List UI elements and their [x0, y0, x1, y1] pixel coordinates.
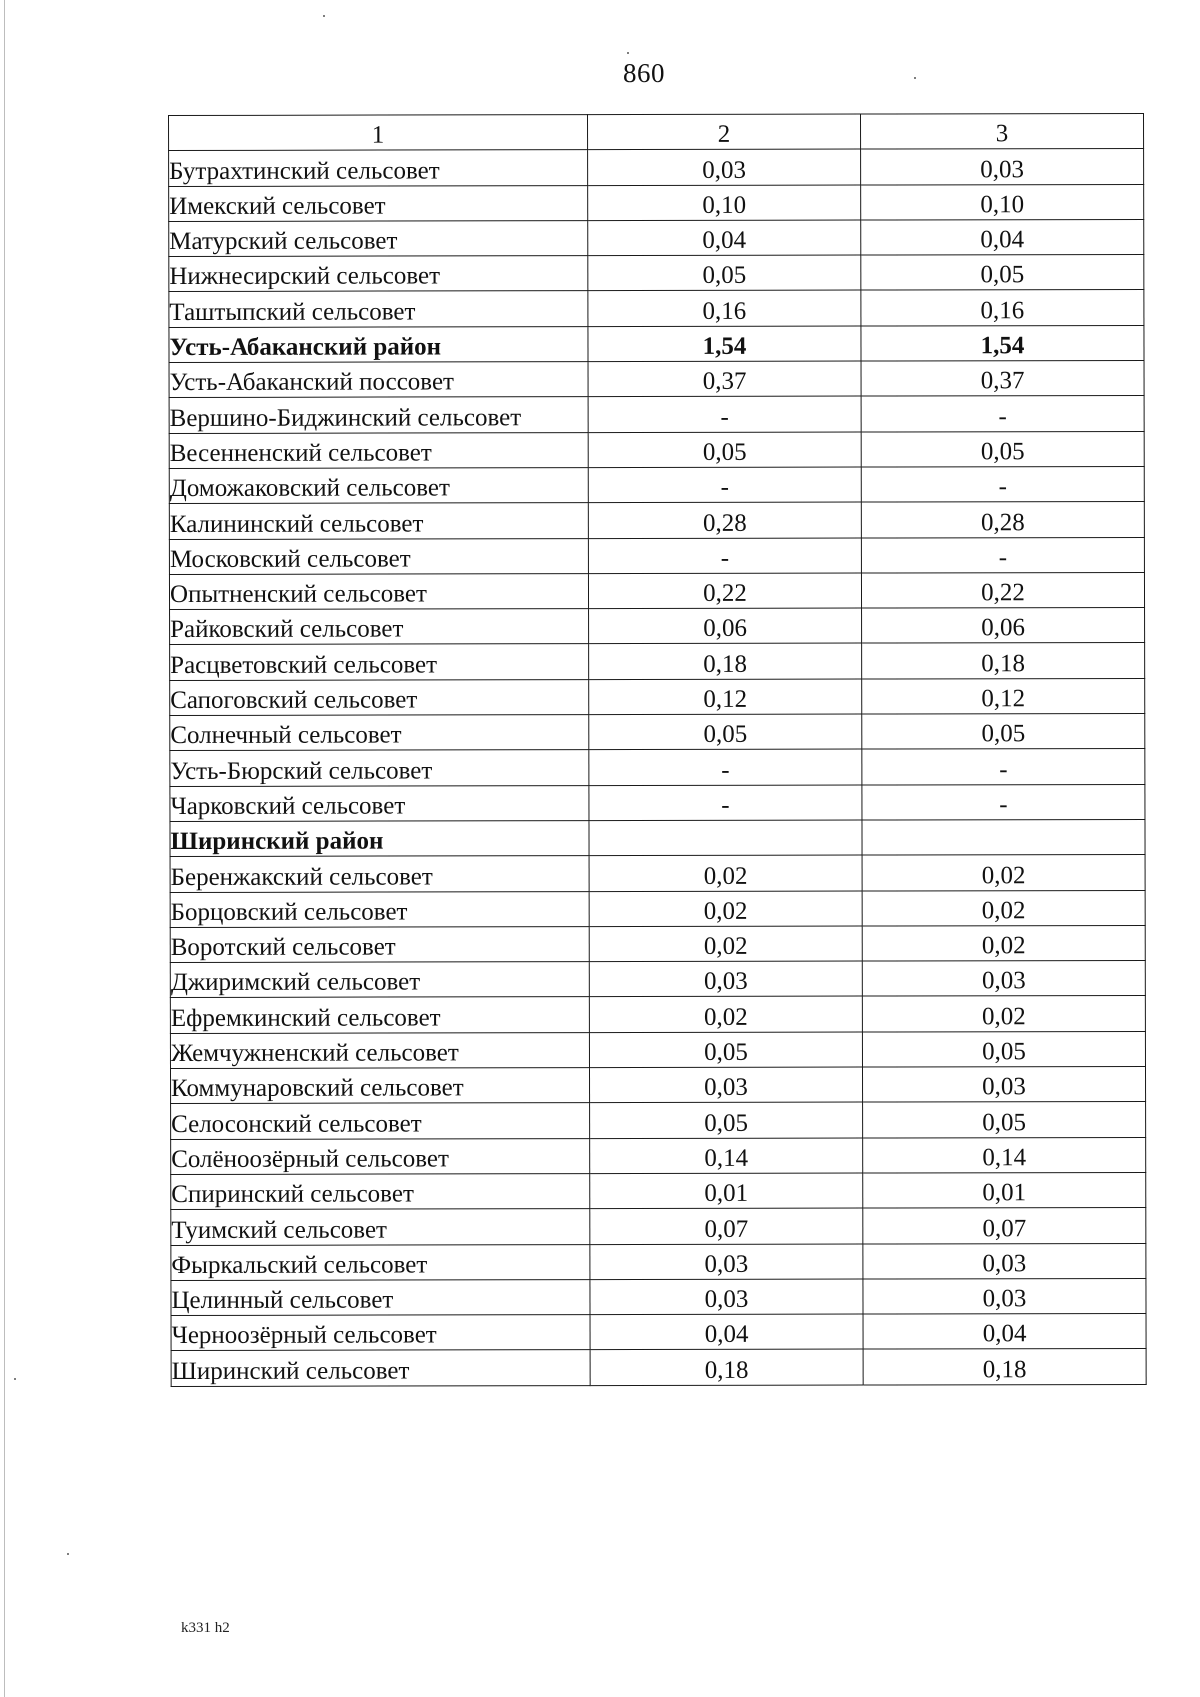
- value-cell-col3: [862, 819, 1145, 855]
- value-cell-col2: 0,04: [590, 1314, 863, 1350]
- settlement-name-cell: Воротский сельсовет: [170, 926, 589, 962]
- settlement-name-cell: Расцветовский сельсовет: [170, 644, 589, 680]
- settlement-name-cell: Фыркальский сельсовет: [171, 1244, 590, 1280]
- settlement-name-cell: Целинный сельсовет: [171, 1279, 590, 1315]
- table-row: [169, 255, 1144, 292]
- table-row: [169, 290, 1144, 327]
- settlement-name-cell: Туимский сельсовет: [171, 1209, 590, 1245]
- value-cell-col3: 0,05: [861, 255, 1144, 291]
- table-row: [171, 1102, 1146, 1139]
- table-row: [171, 1278, 1146, 1315]
- table-body: [169, 113, 1147, 1386]
- value-cell-col3: 0,37: [861, 361, 1144, 397]
- value-cell-col2: 0,05: [588, 255, 861, 291]
- value-cell-col3: 0,18: [863, 1349, 1146, 1385]
- table-row: [170, 749, 1145, 786]
- value-cell-col3: 0,02: [862, 925, 1145, 961]
- value-cell-col2: 0,16: [588, 291, 861, 327]
- table-row: [169, 361, 1144, 398]
- table-row: [170, 855, 1145, 892]
- table-row: [170, 1066, 1145, 1103]
- value-cell-col2: 0,10: [588, 185, 861, 221]
- value-cell-col2: 0,12: [589, 679, 862, 715]
- table-row: [169, 572, 1144, 609]
- settlement-name-cell: Ширинский сельсовет: [171, 1350, 590, 1386]
- table-row: [171, 1208, 1146, 1245]
- settlement-name-cell: Солнечный сельсовет: [170, 715, 589, 751]
- value-cell-col2: 0,03: [589, 961, 862, 997]
- page-number: 860: [623, 58, 665, 88]
- value-cell-col3: 0,03: [862, 1066, 1145, 1102]
- settlement-name-cell: Имекский сельсовет: [169, 185, 588, 221]
- table-row: [169, 184, 1144, 221]
- value-cell-col3: 0,03: [863, 1243, 1146, 1279]
- settlement-name-cell: Черноозёрный сельсовет: [171, 1315, 590, 1351]
- table-row: [170, 961, 1145, 998]
- settlement-name-cell: Райковский сельсовет: [170, 609, 589, 645]
- value-cell-col3: -: [862, 749, 1145, 785]
- table-header-row: [169, 113, 1144, 150]
- settlement-name-cell: Ефремкинский сельсовет: [170, 997, 589, 1033]
- value-cell-col3: 0,07: [863, 1208, 1146, 1244]
- table-row: [170, 608, 1145, 645]
- value-cell-col2: -: [588, 396, 861, 432]
- settlement-name-cell: Калининский сельсовет: [169, 503, 588, 539]
- value-cell-col2: 0,03: [590, 1244, 863, 1280]
- settlement-name-cell: Доможаковский сельсовет: [169, 468, 588, 504]
- settlement-name-cell: Усть-Бюрский сельсовет: [170, 750, 589, 786]
- column-header: 1: [169, 115, 588, 151]
- scan-speck: [323, 15, 325, 17]
- value-cell-col3: 0,05: [863, 1102, 1146, 1138]
- value-cell-col3: 0,22: [861, 572, 1144, 608]
- value-cell-col2: 0,05: [589, 714, 862, 750]
- settlement-name-cell: Ширинский район: [170, 821, 589, 857]
- value-cell-col2: 0,02: [589, 891, 862, 927]
- settlement-name-cell: Чарковский сельсовет: [170, 785, 589, 821]
- table-row: [169, 219, 1144, 256]
- settlement-name-cell: Солёноозёрный сельсовет: [171, 1138, 590, 1174]
- settlement-name-cell: Таштыпский сельсовет: [169, 291, 588, 327]
- value-cell-col2: 0,05: [589, 1032, 862, 1068]
- settlement-name-cell: Коммунаровский сельсовет: [170, 1068, 589, 1104]
- value-cell-col3: 0,05: [861, 431, 1144, 467]
- data-table: [168, 113, 1147, 1387]
- value-cell-col3: 1,54: [861, 325, 1144, 361]
- value-cell-col2: 0,02: [589, 926, 862, 962]
- value-cell-col2: 1,54: [588, 326, 861, 362]
- settlement-name-cell: Усть-Абаканский район: [169, 326, 588, 362]
- value-cell-col2: 0,22: [588, 573, 861, 609]
- table-row: [170, 1031, 1145, 1068]
- value-cell-col3: -: [861, 537, 1144, 573]
- value-cell-col2: 0,03: [588, 149, 861, 185]
- table-row: [169, 431, 1144, 468]
- value-cell-col3: -: [861, 396, 1144, 432]
- settlement-name-cell: Беренжакский сельсовет: [170, 856, 589, 892]
- value-cell-col3: 0,04: [861, 219, 1144, 255]
- settlement-name-cell: Нижнесирский сельсовет: [169, 256, 588, 292]
- value-cell-col3: 0,02: [862, 996, 1145, 1032]
- value-cell-col3: -: [861, 466, 1144, 502]
- scan-edge-line: [4, 0, 5, 1697]
- table-row: [170, 714, 1145, 751]
- value-cell-col3: 0,05: [862, 1031, 1145, 1067]
- value-cell-col2: 0,05: [590, 1102, 863, 1138]
- value-cell-col2: -: [589, 785, 862, 821]
- table-row: [171, 1172, 1146, 1209]
- value-cell-col3: 0,03: [862, 961, 1145, 997]
- table-row: [170, 678, 1145, 715]
- value-cell-col3: 0,02: [862, 855, 1145, 891]
- table-row: [171, 1314, 1146, 1351]
- value-cell-col3: 0,01: [863, 1172, 1146, 1208]
- table-row: [170, 925, 1145, 962]
- value-cell-col3: 0,04: [863, 1314, 1146, 1350]
- value-cell-col3: 0,10: [861, 184, 1144, 220]
- value-cell-col2: 0,18: [589, 644, 862, 680]
- settlement-name-cell: Сапоговский сельсовет: [170, 679, 589, 715]
- column-header: 2: [588, 114, 861, 150]
- table-row: [170, 784, 1145, 821]
- value-cell-col3: 0,03: [861, 149, 1144, 185]
- value-cell-col3: 0,14: [863, 1137, 1146, 1173]
- value-cell-col2: 0,01: [590, 1173, 863, 1209]
- scan-speck: [627, 52, 629, 54]
- settlement-name-cell: Вершино-Биджинский сельсовет: [169, 397, 588, 433]
- value-cell-col3: 0,06: [862, 608, 1145, 644]
- settlement-name-cell: Джиримский сельсовет: [170, 962, 589, 998]
- value-cell-col3: 0,28: [861, 502, 1144, 538]
- value-cell-col2: 0,18: [590, 1349, 863, 1385]
- value-cell-col2: 0,28: [588, 502, 861, 538]
- value-cell-col2: 0,07: [590, 1208, 863, 1244]
- value-cell-col2: [589, 820, 862, 856]
- value-cell-col3: 0,05: [862, 714, 1145, 750]
- value-cell-col3: 0,03: [863, 1278, 1146, 1314]
- value-cell-col2: 0,14: [590, 1138, 863, 1174]
- value-cell-col3: 0,02: [862, 890, 1145, 926]
- value-cell-col2: 0,03: [589, 1067, 862, 1103]
- table-row-district: [169, 325, 1144, 362]
- scan-speck: [914, 77, 916, 79]
- settlement-name-cell: Весенненский сельсовет: [169, 432, 588, 468]
- value-cell-col2: 0,02: [589, 855, 862, 891]
- footer-code: k331 h2: [181, 1620, 230, 1636]
- value-cell-col3: -: [862, 784, 1145, 820]
- value-cell-col2: 0,05: [588, 432, 861, 468]
- value-cell-col2: 0,06: [589, 608, 862, 644]
- table-row: [169, 466, 1144, 503]
- value-cell-col3: 0,18: [862, 643, 1145, 679]
- scan-speck: [14, 1378, 16, 1380]
- value-cell-col2: 0,37: [588, 361, 861, 397]
- settlement-name-cell: Матурский сельсовет: [169, 221, 588, 257]
- value-cell-col3: 0,12: [862, 678, 1145, 714]
- table-row: [169, 537, 1144, 574]
- settlement-name-cell: Жемчужненский сельсовет: [170, 1032, 589, 1068]
- settlement-name-cell: Московский сельсовет: [169, 538, 588, 574]
- table-row: [170, 996, 1145, 1033]
- table-row: [169, 502, 1144, 539]
- table-row-district: [170, 819, 1145, 856]
- table-row: [169, 396, 1144, 433]
- settlement-name-cell: Борцовский сельсовет: [170, 891, 589, 927]
- settlement-name-cell: Усть-Абаканский поссовет: [169, 362, 588, 398]
- value-cell-col2: -: [589, 749, 862, 785]
- value-cell-col3: 0,16: [861, 290, 1144, 326]
- value-cell-col2: 0,03: [590, 1279, 863, 1315]
- settlement-name-cell: Селосонский сельсовет: [171, 1103, 590, 1139]
- settlement-name-cell: Бутрахтинский сельсовет: [169, 150, 588, 186]
- table-row: [171, 1137, 1146, 1174]
- table-row: [170, 643, 1145, 680]
- scan-speck: [67, 1553, 69, 1555]
- table-row: [171, 1243, 1146, 1280]
- value-cell-col2: -: [588, 467, 861, 503]
- table-row: [170, 890, 1145, 927]
- settlement-name-cell: Опытненский сельсовет: [169, 573, 588, 609]
- value-cell-col2: -: [588, 538, 861, 574]
- table-row: [169, 149, 1144, 186]
- column-header: 3: [860, 113, 1143, 149]
- settlement-name-cell: Спиринский сельсовет: [171, 1174, 590, 1210]
- value-cell-col2: 0,04: [588, 220, 861, 256]
- table-row: [171, 1349, 1146, 1386]
- value-cell-col2: 0,02: [589, 996, 862, 1032]
